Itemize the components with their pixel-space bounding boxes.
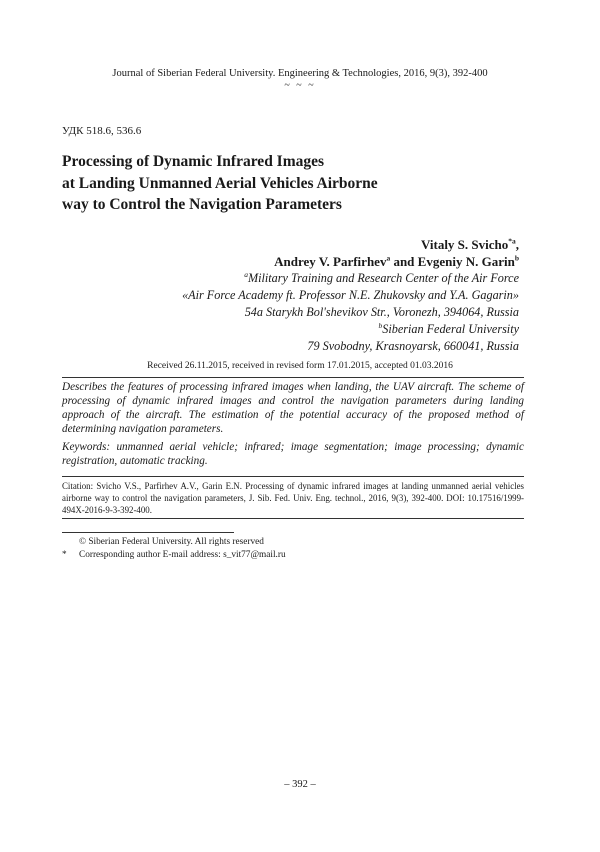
author-line-2	[274, 253, 519, 270]
author-2-marker: a	[386, 253, 391, 263]
udk-code: УДК 518.6, 536.6	[62, 125, 142, 137]
author-2: Andrey V. Parfirhev	[274, 254, 387, 269]
page-number: – 392 –	[284, 779, 316, 790]
affiliation-b-line-1	[182, 321, 519, 338]
author-list	[274, 236, 519, 270]
affiliation-a-address: 54a Starykh Bol'shevikov Str., Voronezh, 394064, Russia	[244, 305, 519, 319]
footnote-star: *	[62, 550, 67, 560]
author-and: and	[390, 254, 418, 269]
affiliation-a-marker: a	[244, 269, 248, 279]
corresponding-author-text: Corresponding author E-mail address: s_vit77@mail.ru	[79, 550, 286, 560]
corresponding-author-note	[62, 549, 286, 561]
affiliation-b-marker: b	[378, 320, 383, 330]
citation: Citation: Svicho V.S., Parfirhev A.V., Garin E.N. Processing of dynamic infrared images at landing unmanned aerial vehicles airborne way to control the navigation parameters, J. Sib. Fed. Univ. Eng. technol., 2016, 9(3), 392-400. DOI: 10.17516/1999-494X-2016-9-3-392-400.	[62, 481, 524, 515]
author-3-marker: b	[514, 253, 519, 263]
author-3: Evgeniy N. Garin	[417, 254, 515, 269]
author-1-marker: *a	[508, 236, 516, 246]
affiliation-b-name: Siberian Federal University	[382, 322, 519, 336]
title-line-1: Processing of Dynamic Infrared Images	[62, 153, 325, 170]
title-line-3: way to Control the Navigation Parameters	[62, 196, 342, 213]
divider-citation-bottom	[62, 518, 524, 519]
title-line-2: at Landing Unmanned Aerial Vehicles Airborne	[62, 174, 378, 192]
journal-header: Journal of Siberian Federal University. Engineering & Technologies, 2016, 9(3), 392-400	[112, 68, 488, 79]
affiliation-a-line-2: «Air Force Academy ft. Professor N.E. Zhukovsky and Y.A. Gagarin»	[182, 288, 519, 302]
footnote-rule	[62, 532, 234, 533]
header-ornament: ~ ~ ~	[284, 80, 316, 91]
copyright-note: © Siberian Federal University. All rights reserved	[79, 537, 264, 547]
affiliation-a-name: Military Training and Research Center of the Air Force	[247, 271, 519, 285]
author-1: Vitaly S. Svicho	[420, 237, 509, 252]
affiliation-a-line-1	[182, 270, 519, 287]
abstract: Describes the features of processing infrared images when landing, the UAV aircraft. The scheme of processing of dynamic infrared images and control the navigation parameters during landing approach of the aircraft. The estimation of the potential accuracy of the proposed method of determining navigation parameters.	[62, 381, 524, 435]
divider-top	[62, 377, 524, 378]
author-separator: ,	[515, 237, 519, 252]
divider-citation-top	[62, 476, 524, 477]
author-line-1	[274, 236, 519, 253]
received-dates: Received 26.11.2015, received in revised form 17.01.2015, accepted 01.03.2016	[147, 361, 453, 371]
affiliations	[182, 270, 519, 355]
keywords: Keywords: unmanned aerial vehicle; infrared; image segmentation; image processing; dynamic registration, automatic tracking.	[62, 441, 524, 467]
paper-title	[62, 151, 378, 216]
affiliation-b-address: 79 Svobodny, Krasnoyarsk, 660041, Russia	[307, 339, 519, 353]
